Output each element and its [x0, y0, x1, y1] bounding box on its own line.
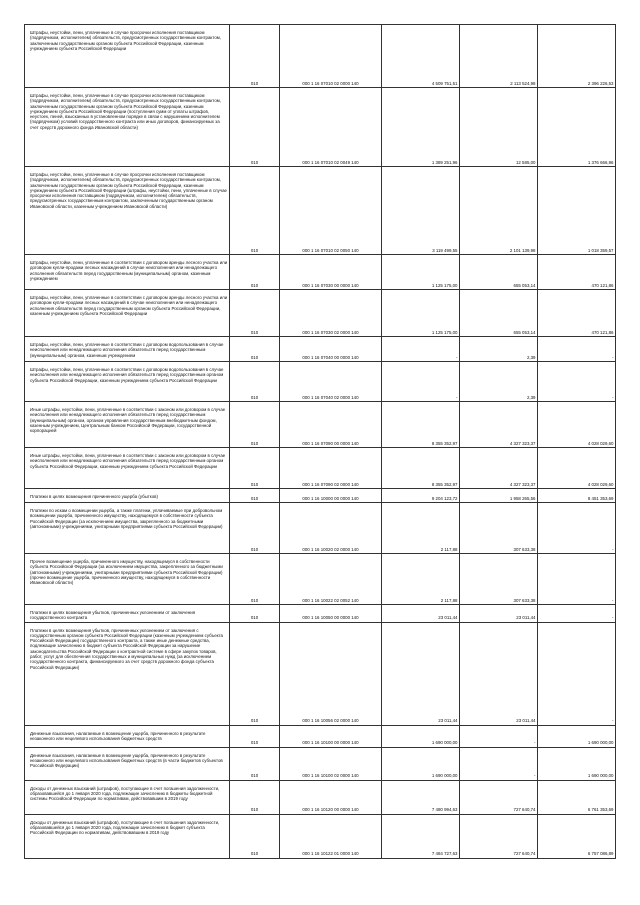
- revenue-name-cell: Штрафы, неустойки, пени, уплаченные в соответствии с договором водопользования в случае неисполнения или ненадлежащего исполнения обязательств перед государственным органом субъекта Российской Федерации, казенным учреждением субъекта Российской Федерации: [25, 362, 230, 402]
- line-code-cell: 010: [230, 622, 280, 725]
- line-code-cell: 010: [230, 337, 280, 362]
- budget-revenue-table: [24, 24, 616, 859]
- unexecuted-amount-cell: 4 028 029,60: [538, 448, 616, 489]
- unexecuted-amount-cell: 1 018 359,57: [538, 167, 616, 255]
- executed-amount-cell: 4 327 323,37: [460, 448, 538, 489]
- revenue-name-cell: Платежи в целях возмещения убытков, причиненных уклонением от заключения с государственным органом субъекта Российской Федерации (казенным учреждением субъекта Российской Федерации) государственного контракта, а также иные денежные средства, подлежащие зачислению в бюджет субъекта Российской Федерации за нарушение законодательства Российской Федерации о контрактной системе в сфере закупок товаров, работ, услуг для обеспечения государственных и муниципальных нужд (за исключением государственного контракта, финансируемого за счет средств дорожного фонда субъекта Российской Федерации): [25, 622, 230, 725]
- table-row: [25, 503, 616, 554]
- table-row: [25, 622, 616, 725]
- unexecuted-amount-cell: 470 121,86: [538, 290, 616, 337]
- line-code-cell: 010: [230, 747, 280, 780]
- table-row: [25, 605, 616, 623]
- budget-classification-code-cell: 000 1 16 10122 01 0000 140: [280, 814, 382, 858]
- budget-classification-code-cell: 000 1 16 10056 02 0000 140: [280, 622, 382, 725]
- approved-amount-cell: 8 355 352,97: [382, 448, 460, 489]
- approved-amount-cell: 4 509 751,51: [382, 25, 460, 88]
- budget-classification-code-cell: 000 1 16 10100 02 0000 140: [280, 747, 382, 780]
- executed-amount-cell: 1 958 265,56: [460, 489, 538, 503]
- unexecuted-amount-cell: -: [538, 605, 616, 623]
- table-row: [25, 402, 616, 448]
- revenue-name-cell: Денежные взыскания, налагаемые в возмещение ущерба, причиненного в результате незаконного или нецелевого использования бюджетных средств (в части бюджетов субъектов Российской Федерации): [25, 747, 230, 780]
- table-row: [25, 290, 616, 337]
- budget-classification-code-cell: 000 1 16 10020 02 0000 140: [280, 503, 382, 554]
- executed-amount-cell: 307 633,38: [460, 554, 538, 605]
- revenue-name-cell: Иные штрафы, неустойки, пени, уплаченные в соответствии с законом или договором в случае неисполнения или ненадлежащего исполнения обязательств перед государственным органом субъекта Российской Федерации, казенным учреждением субъекта Российской Федерации: [25, 448, 230, 489]
- approved-amount-cell: 23 011,44: [382, 622, 460, 725]
- line-code-cell: 010: [230, 780, 280, 814]
- unexecuted-amount-cell: 1 690 000,00: [538, 747, 616, 780]
- executed-amount-cell: 23 011,44: [460, 605, 538, 623]
- executed-amount-cell: -: [460, 725, 538, 747]
- revenue-name-cell: Платежи по искам о возмещении ущерба, а также платежи, уплачиваемые при добровольном возмещении ущерба, причиненного имуществу, находящемуся в собственности субъекта Российской Федерации (за исключением имущества, закрепленного за бюджетными (автономными) учреждениями, унитарными предприятиями субъекта Российской Федерации): [25, 503, 230, 554]
- budget-classification-code-cell: 000 1 16 07090 00 0000 140: [280, 402, 382, 448]
- executed-amount-cell: 307 633,38: [460, 503, 538, 554]
- revenue-name-cell: Штрафы, неустойки, пени, уплаченные в соответствии с договором аренды лесного участка или договором купли-продажи лесных насаждений в случае неисполнения или ненадлежащего исполнения обязательств перед государственным органом субъекта Российской Федерации, казенным учреждением субъекта Российской Федерации: [25, 290, 230, 337]
- revenue-name-cell: Платежи в целях возмещения убытков, причиненных уклонением от заключения государственного контракта: [25, 605, 230, 623]
- table-row: [25, 814, 616, 858]
- revenue-name-cell: Денежные взыскания, налагаемые в возмещение ущерба, причиненного в результате незаконного или нецелевого использования бюджетных средств: [25, 725, 230, 747]
- executed-amount-cell: 12 585,00: [460, 88, 538, 167]
- budget-classification-code-cell: 000 1 16 07040 02 0000 140: [280, 362, 382, 402]
- table-row: [25, 554, 616, 605]
- budget-classification-code-cell: 000 1 16 10050 00 0000 140: [280, 605, 382, 623]
- budget-classification-code-cell: 000 1 16 07010 02 0000 140: [280, 25, 382, 88]
- unexecuted-amount-cell: 2 396 226,53: [538, 25, 616, 88]
- executed-amount-cell: 2,39: [460, 362, 538, 402]
- approved-amount-cell: 1 690 000,00: [382, 747, 460, 780]
- approved-amount-cell: 2 117,88: [382, 503, 460, 554]
- executed-amount-cell: -: [460, 747, 538, 780]
- executed-amount-cell: 727 640,74: [460, 780, 538, 814]
- revenue-name-cell: Штрафы, неустойки, пени, уплаченные в случае просрочки исполнения поставщиком (подрядчиком, исполнителем) обязательств, предусмотренных государственным контрактом, заключенным государственным органом субъекта Российской Федерации, казенным учреждением субъекта Российской Федерации (поступления сумм от уплаты штрафов, неустоек, пеней, взысканных в установленном порядке в связи с нарушением исполнителем (подрядчиком) условий государственного контракта или иных договоров, финансируемых за счет средств дорожного фонда Ивановской области): [25, 88, 230, 167]
- executed-amount-cell: 23 011,44: [460, 622, 538, 725]
- table-row: [25, 362, 616, 402]
- revenue-name-cell: Штрафы, неустойки, пени, уплаченные в соответствии с договором аренды лесного участка или договором купли-продажи лесных насаждений в случае неисполнения или ненадлежащего исполнения обязательств перед государственным (муниципальным) органом, казенным учреждением: [25, 255, 230, 290]
- table-row: [25, 448, 616, 489]
- table-row: [25, 167, 616, 255]
- budget-classification-code-cell: 000 1 16 10000 00 0000 140: [280, 489, 382, 503]
- table-row: [25, 780, 616, 814]
- executed-amount-cell: 4 327 323,37: [460, 402, 538, 448]
- approved-amount-cell: 2 117,88: [382, 554, 460, 605]
- approved-amount-cell: -: [382, 362, 460, 402]
- line-code-cell: 010: [230, 814, 280, 858]
- budget-classification-code-cell: 000 1 16 07030 02 0000 140: [280, 290, 382, 337]
- unexecuted-amount-cell: 4 028 029,60: [538, 402, 616, 448]
- line-code-cell: 010: [230, 554, 280, 605]
- approved-amount-cell: 8 355 352,97: [382, 402, 460, 448]
- unexecuted-amount-cell: 6 761 353,69: [538, 780, 616, 814]
- approved-amount-cell: -: [382, 337, 460, 362]
- table-row: [25, 255, 616, 290]
- approved-amount-cell: 23 011,44: [382, 605, 460, 623]
- unexecuted-amount-cell: 1 376 666,96: [538, 88, 616, 167]
- table-body: [25, 25, 616, 859]
- approved-amount-cell: 1 389 251,96: [382, 88, 460, 167]
- unexecuted-amount-cell: 470 121,86: [538, 255, 616, 290]
- table-row: [25, 25, 616, 88]
- budget-classification-code-cell: 000 1 16 07090 02 0000 140: [280, 448, 382, 489]
- executed-amount-cell: 2,39: [460, 337, 538, 362]
- line-code-cell: 010: [230, 402, 280, 448]
- budget-classification-code-cell: 000 1 16 07010 02 0049 140: [280, 88, 382, 167]
- unexecuted-amount-cell: -: [538, 362, 616, 402]
- table-row: [25, 337, 616, 362]
- executed-amount-cell: 655 053,14: [460, 290, 538, 337]
- revenue-name-cell: Иные штрафы, неустойки, пени, уплаченные в соответствии с законом или договором в случае неисполнения или ненадлежащего исполнения обязательств перед государственным (муниципальным) органом, органом управления государственным внебюджетным фондом, казенным учреждением, Центральным банком Российской Федерации, государственной корпорацией: [25, 402, 230, 448]
- line-code-cell: 010: [230, 362, 280, 402]
- budget-classification-code-cell: 000 1 16 07010 02 0050 140: [280, 167, 382, 255]
- budget-classification-code-cell: 000 1 16 07040 00 0000 140: [280, 337, 382, 362]
- approved-amount-cell: 7 484 727,63: [382, 814, 460, 858]
- line-code-cell: 010: [230, 290, 280, 337]
- table-row: [25, 489, 616, 503]
- approved-amount-cell: 9 204 123,72: [382, 489, 460, 503]
- line-code-cell: 010: [230, 88, 280, 167]
- approved-amount-cell: 7 480 994,63: [382, 780, 460, 814]
- approved-amount-cell: 1 125 175,00: [382, 255, 460, 290]
- revenue-name-cell: Штрафы, неустойки, пени, уплаченные в случае просрочки исполнения поставщиком (подрядчиком, исполнителем) обязательств, предусмотренных государственным контрактом, заключенным государственным органом субъекта Российской Федерации, казенным учреждением субъекта Российской Федерации (штрафы, неустойки, пени, уплаченные в случае просрочки исполнения поставщиком (подрядчиком, исполнителем) обязательств, предусмотренных государственным контрактом, заключенным государственным органом Ивановской области, казенным учреждением Ивановской области): [25, 167, 230, 255]
- revenue-name-cell: Доходы от денежных взысканий (штрафов), поступающие в счет погашения задолженности, образовавшейся до 1 января 2020 года, подлежащие зачислению в бюджеты бюджетной системы Российской Федерации по нормативам, действовавшим в 2019 году: [25, 780, 230, 814]
- line-code-cell: 010: [230, 25, 280, 88]
- line-code-cell: 010: [230, 725, 280, 747]
- line-code-cell: 010: [230, 255, 280, 290]
- line-code-cell: 010: [230, 605, 280, 623]
- unexecuted-amount-cell: -: [538, 337, 616, 362]
- revenue-name-cell: Прочее возмещение ущерба, причиненного имуществу, находящемуся в собственности субъекта Российской Федерации (за исключением имущества, закрепленного за бюджетными (автономными) учреждениями, унитарными предприятиями субъекта Российской Федерации) (прочее возмещение ущерба, причиненного имуществу, находящемуся в собственности Ивановской области): [25, 554, 230, 605]
- executed-amount-cell: 2 113 524,98: [460, 25, 538, 88]
- budget-classification-code-cell: 000 1 16 10120 00 0000 140: [280, 780, 382, 814]
- revenue-name-cell: Платежи в целях возмещения причиненного ущерба (убытков): [25, 489, 230, 503]
- revenue-name-cell: Доходы от денежных взысканий (штрафов), поступающие в счет погашения задолженности, образовавшейся до 1 января 2020 года, подлежащие зачислению в бюджет субъекта Российской Федерации по нормативам, действовавшим в 2019 году: [25, 814, 230, 858]
- budget-classification-code-cell: 000 1 16 10022 02 0052 140: [280, 554, 382, 605]
- budget-classification-code-cell: 000 1 16 10100 00 0000 140: [280, 725, 382, 747]
- executed-amount-cell: 2 101 139,98: [460, 167, 538, 255]
- unexecuted-amount-cell: 8 451 353,69: [538, 489, 616, 503]
- executed-amount-cell: 727 640,74: [460, 814, 538, 858]
- budget-classification-code-cell: 000 1 16 07030 00 0000 140: [280, 255, 382, 290]
- unexecuted-amount-cell: -: [538, 503, 616, 554]
- line-code-cell: 010: [230, 167, 280, 255]
- revenue-name-cell: Штрафы, неустойки, пени, уплаченные в соответствии с договором водопользования в случае неисполнения или ненадлежащего исполнения обязательств перед государственным (муниципальным) органом, казенным учреждением: [25, 337, 230, 362]
- line-code-cell: 010: [230, 489, 280, 503]
- line-code-cell: 010: [230, 503, 280, 554]
- approved-amount-cell: 3 119 499,55: [382, 167, 460, 255]
- approved-amount-cell: 1 125 175,00: [382, 290, 460, 337]
- table-row: [25, 747, 616, 780]
- table-row: [25, 88, 616, 167]
- unexecuted-amount-cell: -: [538, 622, 616, 725]
- unexecuted-amount-cell: 1 690 000,00: [538, 725, 616, 747]
- unexecuted-amount-cell: 6 757 086,89: [538, 814, 616, 858]
- table-row: [25, 725, 616, 747]
- unexecuted-amount-cell: -: [538, 554, 616, 605]
- revenue-name-cell: Штрафы, неустойки, пени, уплаченные в случае просрочки исполнения поставщиком (подрядчиком, исполнителем) обязательств, предусмотренных государственным контрактом, заключенным государственным органом субъекта Российской Федерации, казенным учреждением субъекта Российской Федерации: [25, 25, 230, 88]
- approved-amount-cell: 1 690 000,00: [382, 725, 460, 747]
- executed-amount-cell: 655 053,14: [460, 255, 538, 290]
- line-code-cell: 010: [230, 448, 280, 489]
